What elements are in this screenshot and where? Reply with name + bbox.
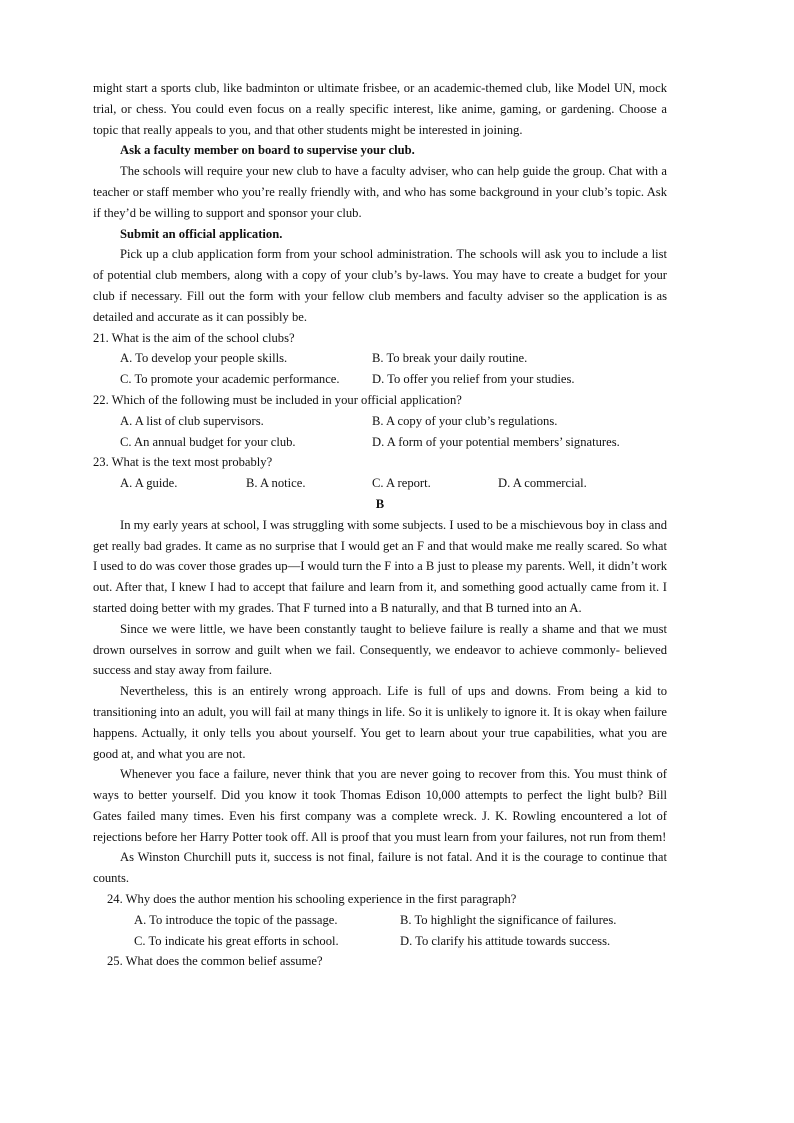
question-24-stem: 24. Why does the author mention his schooling experience in the first paragraph? [107, 892, 517, 907]
question-24-option-c[interactable]: C. To indicate his great efforts in school. [134, 933, 339, 948]
question-21-option-d[interactable]: D. To offer you relief from your studies. [372, 372, 575, 387]
question-21-stem: 21. What is the aim of the school clubs? [93, 330, 295, 345]
passage-b-paragraph-2: Since we were little, we have been constantly taught to believe failure is really a shame and that we must drown ourselves in sorrow and guilt when we fail. Consequently, we endeavor to achieve commonly- believed success and stay away from failure. [93, 621, 667, 678]
question-24-option-d[interactable]: D. To clarify his attitude towards success. [400, 933, 611, 948]
question-23-option-d[interactable]: D. A commercial. [498, 476, 587, 491]
question-21-option-b[interactable]: B. To break your daily routine. [372, 351, 528, 366]
question-24-options-row-2 [93, 931, 667, 952]
question-21-options-row-1 [93, 348, 667, 369]
question-23-option-c[interactable]: C. A report. [372, 476, 431, 491]
passage-a-paragraph-1: The schools will require your new club to have a faculty adviser, who can help guide the group. Chat with a teacher or staff member who you’re really friendly with, and who has some background in your club’s topic. Ask if they’d be willing to support and sponsor your club. [93, 164, 667, 220]
question-23-option-a[interactable]: A. A guide. [120, 476, 178, 491]
question-25-stem: 25. What does the common belief assume? [107, 954, 323, 969]
question-24-options-row-1 [93, 910, 667, 931]
question-22-option-a[interactable]: A. A list of club supervisors. [120, 413, 264, 428]
question-23-options-row [93, 473, 667, 494]
passage-b-paragraph-3: Nevertheless, this is an entirely wrong approach. Life is full of ups and downs. From being a kid to transitioning into an adult, you will fail at many things in life. So it is unlikely to ignore it. It is okay when failure happens. Actually, it only tells you about yourself. You get to learn about your true capabilities, what you are good at, and what you are not. [93, 684, 667, 761]
question-22-options-row-1 [93, 411, 667, 432]
passage-b-paragraph-1: In my early years at school, I was struggling with some subjects. I used to be a mischievous boy in class and get really bad grades. It came as no surprise that I would get an F and that would make me really scared. So what I used to do was cover those grades up—I would turn the F into a B just to please my parents. Well, it didn’t work out. After that, I knew I had to accept that failure and learn from it, and something good actually came from it. I started doing better with my grades. That F turned into a B naturally, and that B turned into an A. [93, 517, 667, 615]
passage-b-paragraph-5: As Winston Churchill puts it, success is not final, failure is not fatal. And it is the courage to continue that counts. [93, 850, 667, 886]
question-22-option-d[interactable]: D. A form of your potential members’ signatures. [372, 434, 620, 449]
question-22-option-b[interactable]: B. A copy of your club’s regulations. [372, 413, 558, 428]
question-23-stem: 23. What is the text most probably? [93, 455, 273, 470]
exam-page [93, 78, 667, 972]
question-24-option-b[interactable]: B. To highlight the significance of failures. [400, 912, 617, 927]
section-b-heading: B [375, 496, 385, 511]
heading-faculty-adviser: Ask a faculty member on board to supervise your club. [120, 143, 415, 158]
question-24-option-a[interactable]: A. To introduce the topic of the passage. [134, 912, 338, 927]
passage-a-paragraph-2: Pick up a club application form from your school administration. The schools will ask you to include a list of potential club members, along with a copy of your club’s by-laws. You may have to create a budget for your club if necessary. Fill out the form with your fellow club members and faculty adviser so the application is as detailed and accurate as it can possibly be. [93, 247, 667, 324]
question-23-option-b[interactable]: B. A notice. [246, 476, 306, 491]
question-22-stem: 22. Which of the following must be included in your official application? [93, 392, 462, 407]
question-21-option-c[interactable]: C. To promote your academic performance. [120, 372, 340, 387]
passage-b-paragraph-4: Whenever you face a failure, never think that you are never going to recover from this. You must think of ways to better yourself. Did you know it took Thomas Edison 10,000 attempts to perfect the light bulb? Bill Gates failed many times. Even his first company was a complete wreck. J. K. Rowling encountered a lot of rejections before her Harry Potter took off. All is proof that you must learn from your failures, not run from them! [93, 767, 667, 844]
question-22-option-c[interactable]: C. An annual budget for your club. [120, 434, 296, 449]
question-21-options-row-2 [93, 369, 667, 390]
passage-a-intro: might start a sports club, like badminton or ultimate frisbee, or an academic-themed club, like Model UN, mock trial, or chess. You could even focus on a really specific interest, like anime, gaming, or gardening. Choose a topic that really appeals to you, and that other students might be interested in joining. [93, 81, 667, 137]
question-22-options-row-2 [93, 432, 667, 453]
heading-official-application: Submit an official application. [120, 226, 283, 241]
question-21-option-a[interactable]: A. To develop your people skills. [120, 351, 288, 366]
